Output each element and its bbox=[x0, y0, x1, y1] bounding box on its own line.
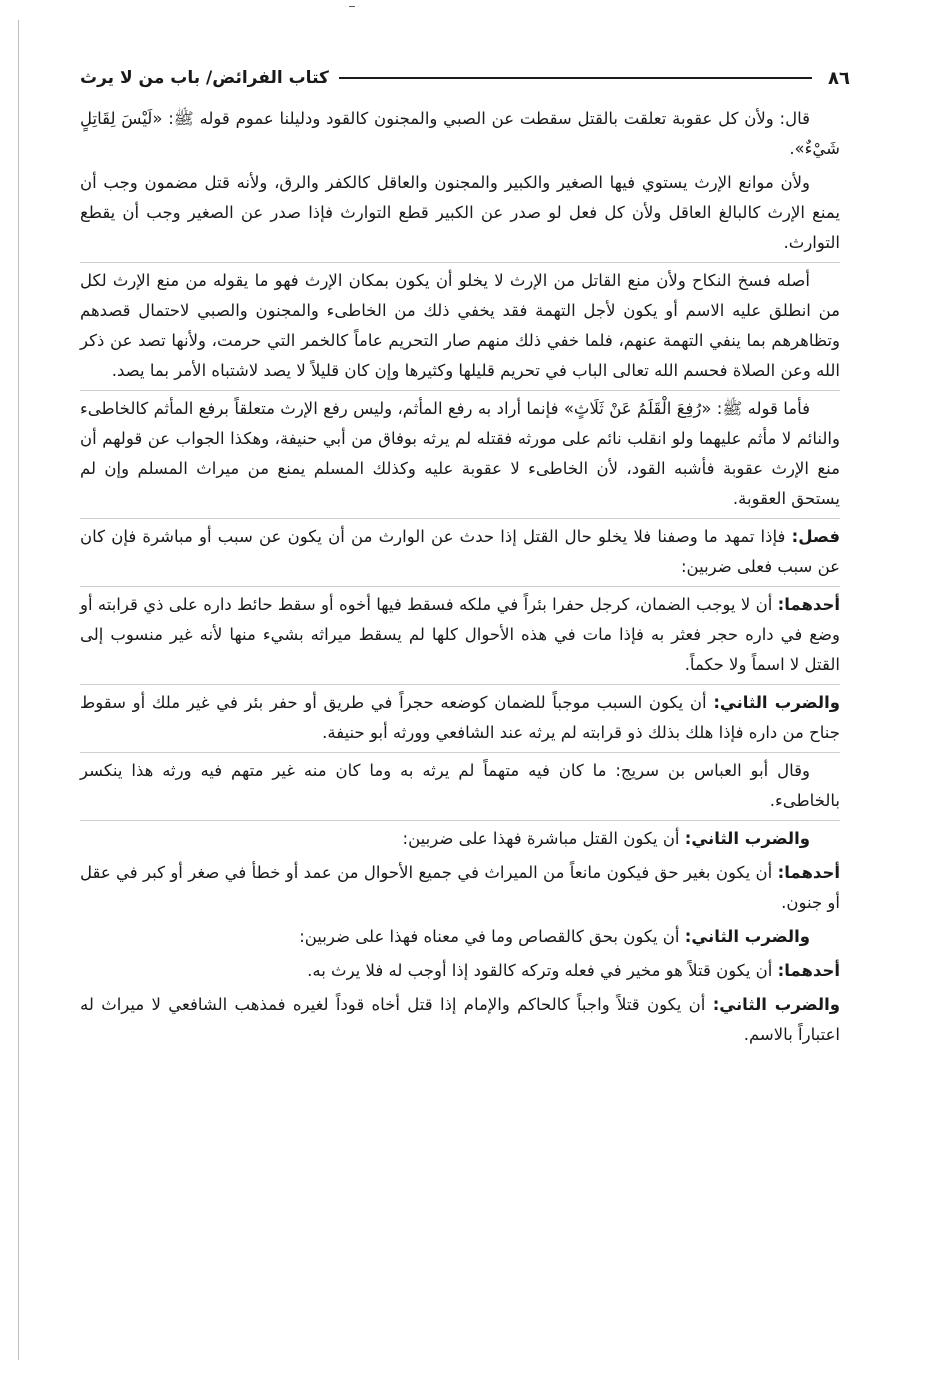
paragraph-text: أن يكون قتلاً واجباً كالحاكم والإمام إذا قتل أخاه قوداً لغيره فمذهب الشافعي لا ميراث له اعتباراً بالاسم. bbox=[80, 995, 840, 1044]
paragraph-text: أصله فسخ النكاح ولأن منع القاتل من الإرث لا يخلو أن يكون بمكان الإرث فهو ما يقوله من منع الإرث لكل من انطلق عليه الاسم أو يكون لأجل التهمة فقد يخفي ذلك من الخاطىء والمجنون والصبي لاحتمال قصدهم وتظاهرهم بما ينفي التهمة عنهم، فلما خفي ذلك منهم صار التحريم عاماً كالخمر التي حرمت، ولأنها تصد عن ذكر الله وعن الصلاة فحسم الله تعالى الباب في تحريم قليلها وكثيرها وإن كان قليلاً لا يصد لاشتباه الأمر بما يصد. bbox=[80, 271, 840, 380]
paragraph-lead: أحدهما: bbox=[777, 863, 840, 882]
paragraph bbox=[80, 820, 840, 854]
page-number: ٨٦ bbox=[828, 67, 850, 89]
paragraph-text: أن يكون السبب موجباً للضمان كوضعه حجراً في طريق أو حفر بئر في غير ملك أو سقوط جناح من داره فإذا هلك بذلك ذو قرابته لم يرثه عند الشافعي وورثه أبو حنيفة. bbox=[80, 693, 840, 742]
paragraph bbox=[80, 752, 840, 816]
paragraph bbox=[80, 390, 840, 514]
paragraph-text: فأما قوله ﷺ: «رُفِعَ الْقَلَمُ عَنْ ثَلَاثٍ» فإنما أراد به رفع المأثم، وليس رفع الإرث متعلقاً برفع المأثم كالخاطىء والنائم لا مأثم عليهما ولو انقلب نائم على مورثه فقتله لم يرثه بوفاق من أبي حنيفة، وهكذا الجواب عن قولهم أن منع الإرث عقوبة فأشبه القود، لأن الخاطىء لا عقوبة عليه وكذلك المسلم يمنع من ميراث المسلم وإن لم يستحق العقوبة. bbox=[80, 399, 840, 508]
paragraph bbox=[80, 104, 840, 164]
paragraph bbox=[80, 990, 840, 1050]
scan-mark bbox=[349, 6, 355, 7]
paragraph-lead: فصل: bbox=[791, 527, 840, 546]
paragraph bbox=[80, 922, 840, 952]
paragraph-lead: والضرب الثاني: bbox=[713, 693, 840, 712]
paragraph-lead: أحدهما: bbox=[777, 961, 840, 980]
paragraph bbox=[80, 684, 840, 748]
paragraph-text: أن يكون القتل مباشرة فهذا على ضربين: bbox=[402, 829, 685, 848]
page-edge-line bbox=[18, 20, 19, 1360]
paragraph-text: وقال أبو العباس بن سريج: ما كان فيه متهماً لم يرثه به وما كان منه غير متهم فيه ورثه هذا ينكسر بالخاطىء. bbox=[80, 761, 840, 810]
running-header bbox=[80, 60, 850, 96]
paragraph bbox=[80, 518, 840, 582]
paragraph-text: قال: ولأن كل عقوبة تعلقت بالقتل سقطت عن الصبي والمجنون كالقود ودليلنا عموم قوله ﷺ: «لَيْسَ لِقَاتِلٍ شَيْءٌ». bbox=[80, 109, 840, 158]
paragraph-lead: والضرب الثاني: bbox=[684, 927, 810, 946]
paragraph bbox=[80, 586, 840, 680]
paragraph bbox=[80, 168, 840, 258]
paragraph bbox=[80, 956, 840, 986]
paragraph-lead: والضرب الثاني: bbox=[684, 829, 810, 848]
chapter-title: كتاب الفرائض/ باب من لا يرث bbox=[80, 68, 329, 88]
paragraph-lead: والضرب الثاني: bbox=[712, 995, 840, 1014]
paragraph-lead: أحدهما: bbox=[777, 595, 840, 614]
paragraph-text: ولأن موانع الإرث يستوي فيها الصغير والكبير والمجنون والعاقل كالكفر والرق، ولأنه قتل مضمون وجب أن يمنع الإرث كالبالغ العاقل ولأن كل فعل لو صدر عن الكبير قطع التوارث فإذا صدر عن الصغير وجب أن يقطع التوارث. bbox=[80, 173, 840, 252]
paragraph-text: أن يكون بحق كالقصاص وما في معناه فهذا على ضربين: bbox=[299, 927, 685, 946]
header-rule bbox=[339, 77, 812, 79]
paragraph-text: فإذا تمهد ما وصفنا فلا يخلو حال القتل إذا حدث عن الوارث من أن يكون عن سبب أو مباشرة فإن كان عن سبب فعلى ضربين: bbox=[80, 527, 840, 576]
paragraph-text: أن يكون بغير حق فيكون مانعاً من الميراث في جميع الأحوال من عمد أو خطأ في صغر أو كبر في عقل أو جنون. bbox=[80, 863, 840, 912]
paragraph-text: أن يكون قتلاً هو مخير في فعله وتركه كالقود إذا أوجب له فلا يرث به. bbox=[307, 961, 778, 980]
paragraph bbox=[80, 262, 840, 386]
body-text bbox=[80, 104, 840, 1054]
paragraph bbox=[80, 858, 840, 918]
paragraph-text: أن لا يوجب الضمان، كرجل حفرا بئراً في ملكه فسقط فيها أخوه أو سقط حائط داره على ذي قرابته أو وضع في داره حجر فعثر به فإذا مات في هذه الأحوال كلها لم يسقط ميراثه بشيء منها لأنه غير منسوب إلى القتل لا اسماً ولا حكماً. bbox=[80, 595, 840, 674]
